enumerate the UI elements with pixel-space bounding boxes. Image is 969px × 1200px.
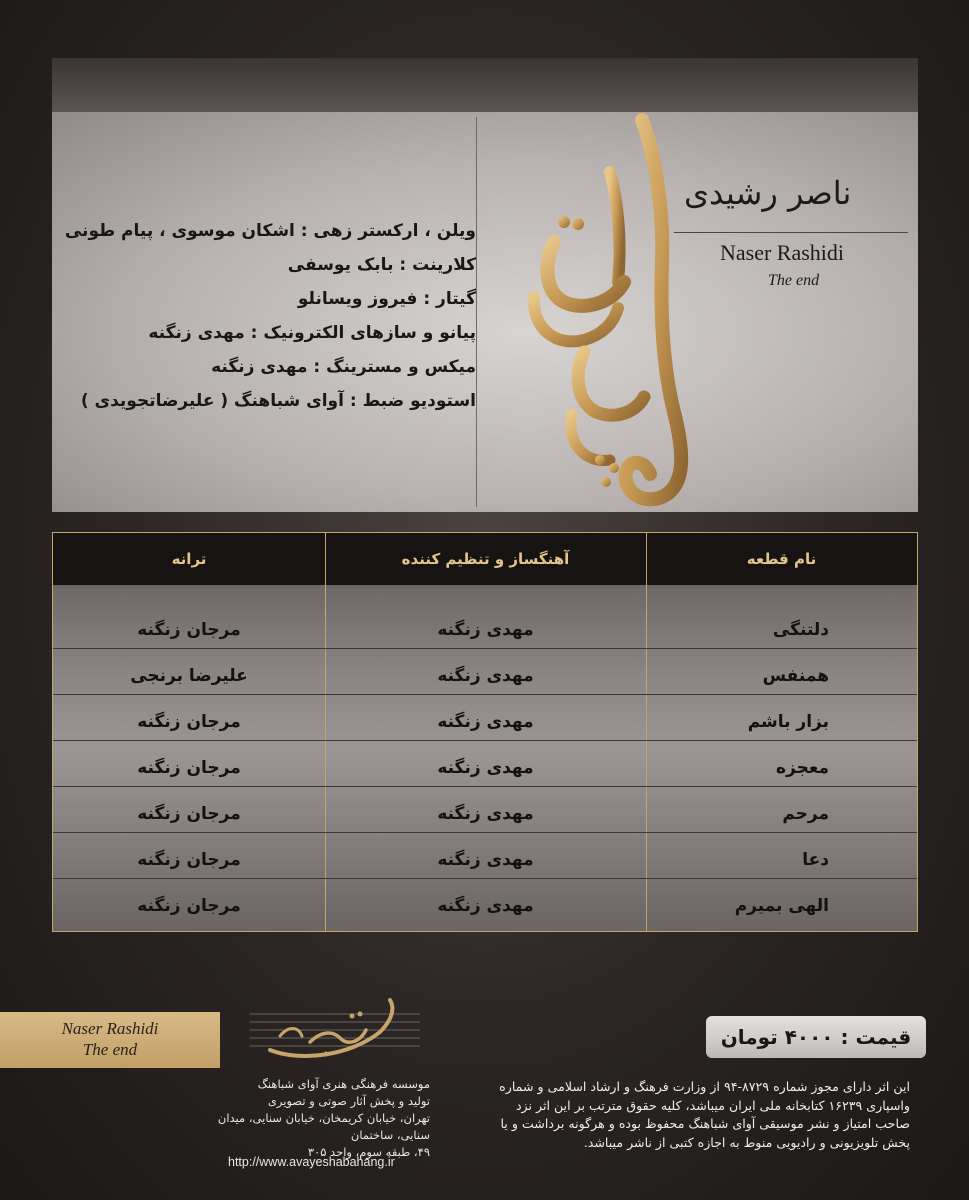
track-lyrics: مرجان زنگنه [137, 620, 241, 640]
publisher-line: تهران، خیابان کریمخان، خیابان سنایی، میدان سنایی، ساختمان [217, 1111, 430, 1142]
legal-line: واسپاری ۱۶۲۳۹ کتابخانه ملی ایران میباشد، کلیه حقوق مترتب بر این اثر نزد [515, 1097, 910, 1113]
track-title: دعا [802, 850, 829, 870]
header-composer: آهنگساز و تنظیم کننده [401, 550, 570, 568]
header-lyrics: ترانه [171, 550, 207, 568]
artist-name-persian: ناصر رشیدی [684, 174, 852, 212]
credit-line: استودیو ضبط : آوای شباهنگ ( علیرضاتجویدی ) [80, 391, 476, 411]
track-lyrics: مرجان زنگنه [137, 896, 241, 916]
track-composer: مهدی زنگنه [437, 666, 534, 686]
top-bar [52, 58, 918, 112]
credit-line: کلارینت : بابک یوسفی [287, 255, 476, 275]
album-cover-panel [52, 112, 918, 512]
credit-line: ویلن ، ارکستر زهی : اشکان موسوی ، پیام طونی [64, 221, 476, 241]
table-row [53, 787, 917, 833]
artist-name-english: Naser Rashidi [720, 240, 845, 265]
track-title: معجزه [776, 758, 829, 778]
track-lyrics: مرجان زنگنه [137, 850, 241, 870]
credit-line: میکس و مسترینگ : مهدی زنگنه [211, 357, 476, 377]
publisher-line: تولید و پخش آثار صوتی و تصویری [267, 1094, 430, 1108]
track-title: مرحم [782, 804, 829, 824]
table-row [53, 833, 917, 879]
album-tag [0, 1012, 220, 1068]
artist-rule [674, 232, 908, 233]
album-title-calligraphy [514, 112, 704, 512]
track-lyrics: مرجان زنگنه [137, 758, 241, 778]
track-composer: مهدی زنگنه [437, 850, 534, 870]
track-composer: مهدی زنگنه [437, 758, 534, 778]
track-lyrics: علیرضا برنجی [130, 666, 248, 686]
publisher-info [200, 1076, 430, 1161]
publisher-line: ۴۹، طبقه سوم، واحد ۳۰۵ [307, 1145, 430, 1159]
legal-line: پخش تلویزیونی و رادیویی منوط به اجازه کتبی از ناشر میباشد. [583, 1134, 910, 1150]
legal-line: این اثر دارای مجوز شماره ۸۷۲۹-۹۴ از وزارت فرهنگ و ارشاد اسلامی و شماره [499, 1079, 910, 1094]
track-title: دلتنگی [772, 620, 829, 640]
header-track-title: نام قطعه [746, 550, 817, 568]
track-composer: مهدی زنگنه [437, 712, 534, 732]
table-row [53, 879, 917, 925]
price-badge: قیمت : ۴۰۰۰ تومان [706, 1016, 926, 1058]
tag-album: The end [82, 1040, 138, 1059]
publisher-logo [240, 992, 430, 1068]
tag-artist: Naser Rashidi [61, 1019, 159, 1038]
table-row [53, 649, 917, 695]
cover-divider [476, 117, 477, 507]
credits-list [56, 214, 476, 418]
table-header [53, 533, 917, 585]
track-title: همنفس [762, 666, 829, 686]
track-title: الهی بمیرم [734, 896, 829, 916]
table-row [53, 695, 917, 741]
track-title: بزار باشم [747, 712, 829, 732]
track-lyrics: مرجان زنگنه [137, 804, 241, 824]
table-row [53, 603, 917, 649]
track-composer: مهدی زنگنه [437, 620, 534, 640]
track-composer: مهدی زنگنه [437, 896, 534, 916]
track-table [52, 532, 918, 932]
website-link[interactable]: http://www.avayeshabahang.ir [228, 1155, 395, 1169]
track-lyrics: مرجان زنگنه [137, 712, 241, 732]
legal-notice [458, 1078, 910, 1152]
credit-line: پیانو و سازهای الکترونیک : مهدی زنگنه [148, 323, 476, 343]
credit-line: گیتار : فیروز ویسانلو [297, 289, 476, 309]
track-composer: مهدی زنگنه [437, 804, 534, 824]
album-title-english: The end [768, 272, 820, 289]
publisher-line: موسسه فرهنگی هنری آوای شباهنگ [257, 1077, 430, 1091]
table-row [53, 741, 917, 787]
legal-line: صاحب امتیاز و نشر موسیقی آوای شباهنگ محفوظ بوده و هرگونه برداشت و یا [500, 1116, 910, 1131]
